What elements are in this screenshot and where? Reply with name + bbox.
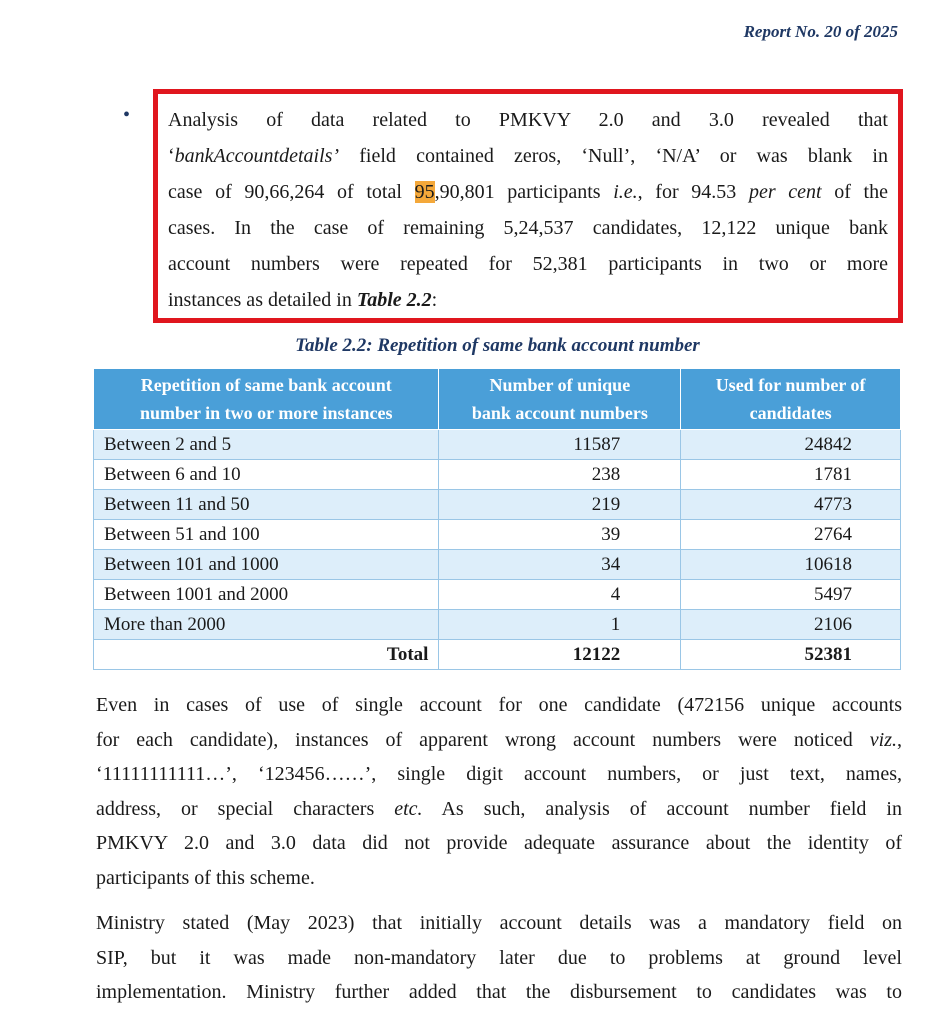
header-unique-accounts: Number of unique bank account numbers <box>439 369 681 430</box>
highlighted-bullet-box <box>153 89 903 323</box>
paragraph-line: address, or special characters etc. As such, analysis of account number field in <box>96 797 902 820</box>
total-candidates: 52381 <box>681 640 901 670</box>
row-unique-accounts: 1 <box>439 610 681 640</box>
bullet-line-5: account numbers were repeated for 52,381 participants in two or more <box>168 253 888 275</box>
row-candidates: 4773 <box>681 490 901 520</box>
bullet-marker: • <box>123 104 131 126</box>
table-total-row <box>94 640 901 670</box>
bullet-line-1: Analysis of data related to PMKVY 2.0 and 3.0 revealed that <box>168 109 888 131</box>
row-candidates: 1781 <box>681 460 901 490</box>
paragraph-single-account <box>96 688 902 895</box>
table-row <box>94 460 901 490</box>
row-candidates: 10618 <box>681 550 901 580</box>
row-unique-accounts: 11587 <box>439 430 681 460</box>
total-label: Total <box>94 640 439 670</box>
paragraph-line: implementation. Ministry further added that the disbursement to candidates was to <box>96 981 902 1003</box>
row-unique-accounts: 238 <box>439 460 681 490</box>
repetition-table <box>93 368 901 670</box>
row-unique-accounts: 4 <box>439 580 681 610</box>
paragraph-line: SIP, but it was made non-mandatory later due to problems at ground level <box>96 946 902 969</box>
report-number: Report No. 20 of 2025 <box>743 22 898 41</box>
row-candidates: 2764 <box>681 520 901 550</box>
row-range: More than 2000 <box>94 610 439 640</box>
table-header-row <box>94 369 901 430</box>
table-row <box>94 490 901 520</box>
table-row <box>94 520 901 550</box>
row-range: Between 2 and 5 <box>94 430 439 460</box>
table-row <box>94 580 901 610</box>
table-row <box>94 430 901 460</box>
table-caption: Table 2.2: Repetition of same bank account number <box>295 335 700 356</box>
field-name-italic: bankAccountdetails’ <box>174 145 340 167</box>
table-row <box>94 610 901 640</box>
row-unique-accounts: 34 <box>439 550 681 580</box>
bullet-line-6: instances as detailed in Table 2.2: <box>168 289 438 311</box>
bullet-line-3: case of 90,66,264 of total 95,90,801 participants i.e., for 94.53 per cent of the <box>168 181 888 203</box>
row-unique-accounts: 39 <box>439 520 681 550</box>
header-repetition: Repetition of same bank account number in two or more instances <box>94 369 439 430</box>
paragraph-line: ‘11111111111…’, ‘123456……’, single digit account numbers, or just text, names, <box>96 763 902 785</box>
total-unique-accounts: 12122 <box>439 640 681 670</box>
row-candidates: 24842 <box>681 430 901 460</box>
row-unique-accounts: 219 <box>439 490 681 520</box>
bullet-line-4: cases. In the case of remaining 5,24,537 candidates, 12,122 unique bank <box>168 217 888 239</box>
row-range: Between 1001 and 2000 <box>94 580 439 610</box>
table-row <box>94 550 901 580</box>
row-candidates: 2106 <box>681 610 901 640</box>
search-highlight: 95 <box>414 181 435 203</box>
bullet-line-2: ‘bankAccountdetails’ field contained zeros, ‘Null’, ‘N/A’ or was blank in <box>168 145 888 167</box>
table-reference: Table 2.2 <box>356 289 432 311</box>
paragraph-ministry-statement <box>96 906 902 1010</box>
row-candidates: 5497 <box>681 580 901 610</box>
paragraph-line: for each candidate), instances of apparent wrong account numbers were noticed viz., <box>96 728 902 751</box>
row-range: Between 6 and 10 <box>94 460 439 490</box>
paragraph-line: PMKVY 2.0 and 3.0 data did not provide adequate assurance about the identity of <box>96 832 902 854</box>
paragraph-line: participants of this scheme. <box>96 866 315 889</box>
row-range: Between 51 and 100 <box>94 520 439 550</box>
paragraph-line: Ministry stated (May 2023) that initially account details was a mandatory field on <box>96 912 902 934</box>
paragraph-line: Even in cases of use of single account for one candidate (472156 unique accounts <box>96 694 902 716</box>
row-range: Between 11 and 50 <box>94 490 439 520</box>
header-candidates: Used for number of candidates <box>681 369 901 430</box>
row-range: Between 101 and 1000 <box>94 550 439 580</box>
